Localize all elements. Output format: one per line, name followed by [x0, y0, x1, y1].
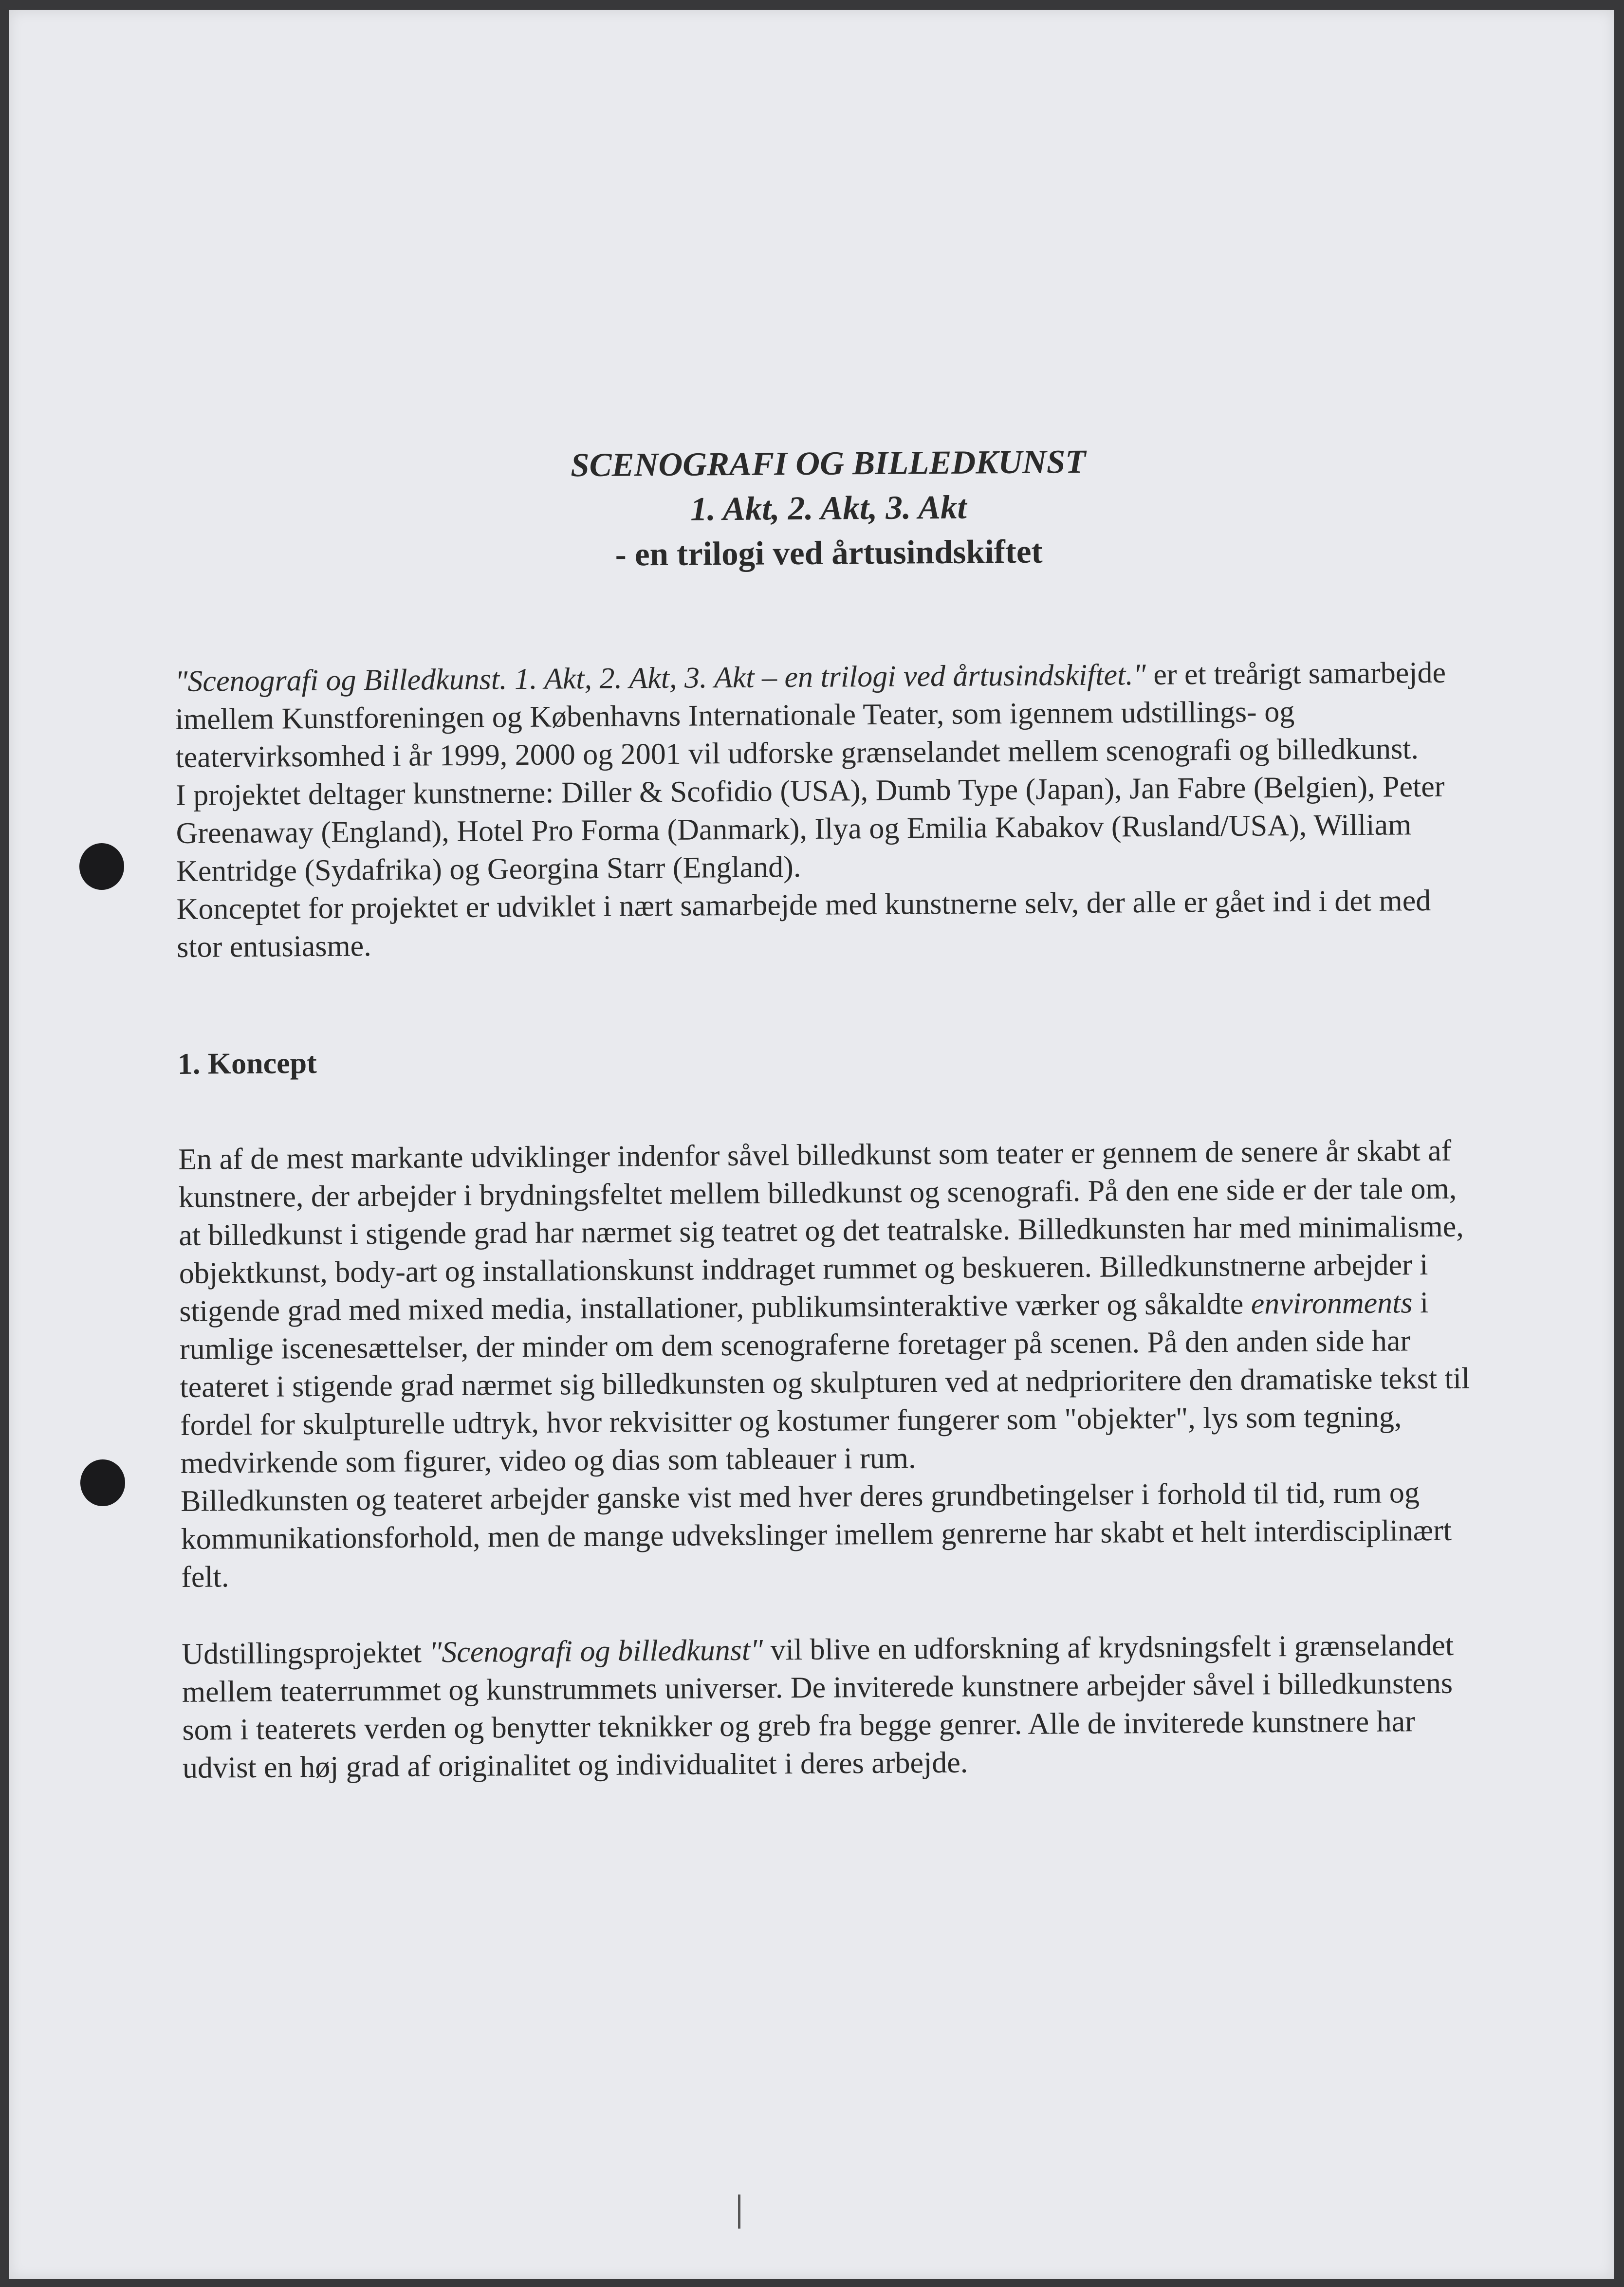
concept-paragraph-3-part-b: vil blive en udforskning af krydsningsfelt i grænselandet mellem teaterrummet og kunstrummets universer. De inviterede kunstnere arbejder såvel i billedkunstens som i teaterets verden og benytter teknikker og greb fra begge genrer. Alle de inviterede kunstnere har udvist en høj grad af originalitet og individualitet i deres arbejde. — [182, 1628, 1454, 1785]
document-title-acts: 1. Akt, 2. Akt, 3. Akt — [690, 488, 967, 528]
concept-paragraph-3-part-a: Udstillingsprojektet — [182, 1636, 429, 1671]
concept-paragraph-1 — [178, 1131, 1485, 1482]
document-subtitle: - en trilogi ved årtusindskiftet — [615, 533, 1043, 573]
project-title-quote: "Scenografi og billedkunst" — [429, 1633, 763, 1669]
section-heading: 1. Koncept — [177, 1046, 317, 1081]
concept-paragraph-2: Billedkunsten og teateret arbejder ganske vist med hver deres grundbetingelser i forhold til tid, rum og kommunikationsforhold, men de mange udvekslinger imellem genrerne har skabt et helt interdisciplinært felt. — [180, 1476, 1452, 1594]
document-body — [173, 436, 1487, 1787]
intro-paragraph-1 — [175, 653, 1480, 776]
document-title: SCENOGRAFI OG BILLEDKUNST — [570, 443, 1086, 484]
concept-paragraph-1-part-b: i rumlige iscenesættelser, der minder om dem scenograferne foretager på scenen. På den anden side har teateret i stigende grad nærmet sig billedkunsten og skulpturen ved at nedprioritere den dramatiske tekst til fordel for skulpturelle udtryk, hvor rekvisitter og kostumer fungerer som "objekter", lys som tegning, medvirkende som figurer, video og dias som tableauer i rum. — [179, 1286, 1470, 1480]
pen-mark — [738, 2195, 740, 2229]
intro-paragraph-1-text: er et treårigt samarbejde imellem Kunstforeningen og Københavns Internationale Teater, som igennem udstillings- og teatervirksomhed i år 1999, 2000 og 2001 vil udforske grænselandet mellem scenografi og billedkunst. — [175, 656, 1446, 774]
concept-emphasis: environments — [1251, 1286, 1413, 1321]
title-block — [178, 436, 1479, 580]
punch-hole-top — [79, 843, 124, 890]
intro-paragraph-3: Konceptet for projektet er udviklet i nært samarbejde med kunstnerne selv, der alle er gået ind i det med stor entusiasme. — [176, 884, 1431, 964]
concept-paragraph-1-part-a: En af de mest markante udviklinger indenfor såvel billedkunst som teater er gennem de senere år skabt af kunstnere, der arbejder i brydningsfeltet mellem billedkunst og scenografi. På den ene side er der tale om, at billedkunst i stigende grad har nærmet sig teatret og det teatralske. Billedkunsten har med minimalisme, objektkunst, body-art og installationskunst inddraget rummet og beskueren. Billedkunstnerne arbejder i stigende grad med mixed media, installationer, publikumsinteraktive værker og såkaldte — [178, 1134, 1464, 1328]
intro-paragraph-2: I projektet deltager kunstnerne: Diller & Scofidio (USA), Dumb Type (Japan), Jan Fabre (Belgien), Peter Greenaway (England), Hotel Pro Forma (Danmark), Ilya og Emilia Kabakov (Rusland/USA), William Kentridge (Sydafrika) og Georgina Starr (England). — [175, 770, 1445, 888]
concept-paragraph-3 — [182, 1626, 1487, 1787]
punch-hole-bottom — [80, 1459, 125, 1506]
intro-quoted-title: "Scenografi og Billedkunst. 1. Akt, 2. Akt, 3. Akt – en trilogi ved årtusindskiftet." — [175, 658, 1146, 698]
